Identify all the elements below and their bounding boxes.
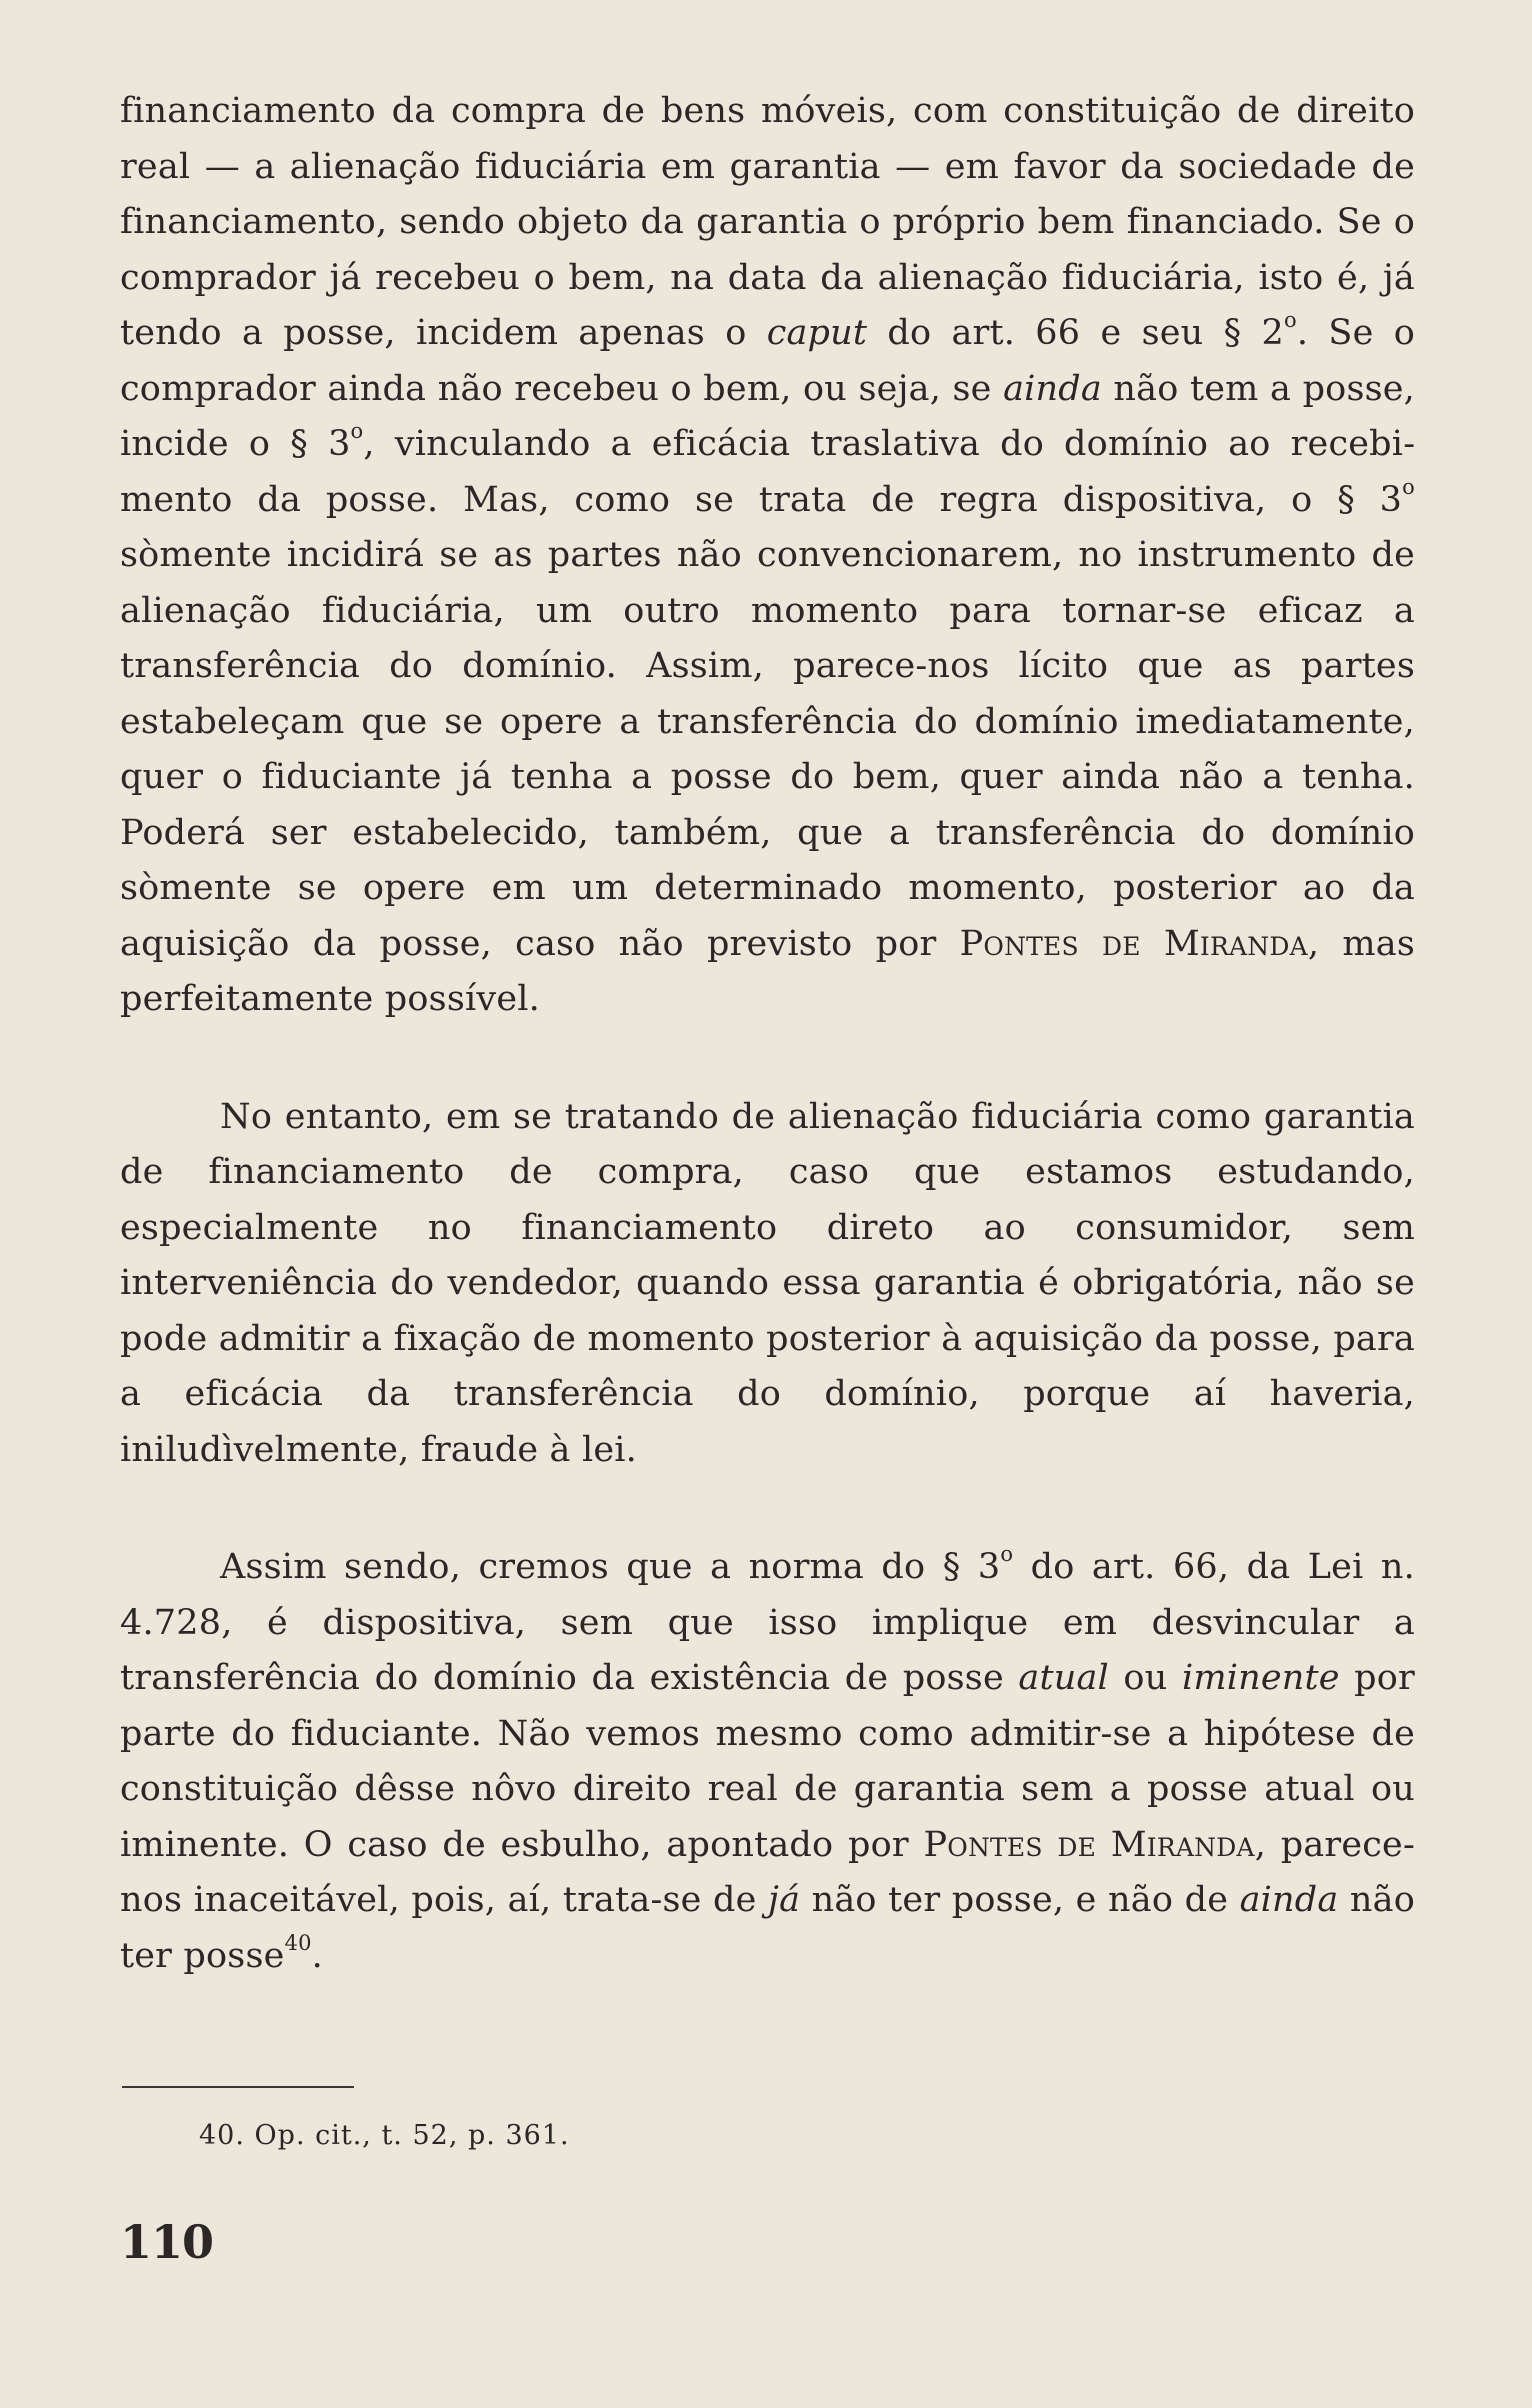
emphasis-ainda: ainda	[1003, 368, 1102, 409]
page-number: 110	[120, 2215, 214, 2269]
author-name: Pontes de Miranda	[959, 923, 1308, 964]
paragraph-3: Assim sendo, cremos que a norma do § 3$^o$ do art. 66, da Lei n. 4.728, é dispositiva, sem que isso implique em desvincular a transferência do domínio da existência de posse atual ou iminente por parte do fiduciante. Não vemos mesmo como admitir-se a hipótese de constituição dêsse nôvo direito real de garantia sem a posse atual ou iminente. O caso de esbulho, apontado por Pontes de Miranda, parece-nos inaceitável, pois, aí, trata-se de já não ter posse, e não de ainda não ter posse$^{40}$.	[120, 1542, 1416, 1976]
latin-term-caput: caput	[766, 313, 868, 353]
page-body	[120, 84, 1415, 1984]
emphasis-ainda: ainda	[1239, 1880, 1339, 1920]
ordinal-marker: o	[350, 419, 364, 444]
emphasis-ja: já	[768, 1880, 801, 1920]
ordinal-marker: o	[1284, 308, 1297, 333]
ordinal-marker: o	[1000, 1542, 1014, 1567]
emphasis-iminente: iminente	[1181, 1658, 1340, 1698]
author-name: Pontes de Miranda	[923, 1824, 1255, 1865]
paragraph-1: financiamento da compra de bens móveis, com constituição de direito real — a alienação fiduciária em garantia — em favor da sociedade de financiamento, sendo objeto da garantia o próprio bem financiado. Se o comprador já recebeu o bem, na data da alienação fiduciária, isto é, já tendo a posse, incidem apenas o caput do art. 66 e seu § 2$^o$. Se o comprador ainda não recebeu o bem, ou seja, se ainda não tem a posse, incide o § 3$^o$, vinculando a eficácia traslativa do domínio ao recebimento da posse. Mas, como se trata de regra dispositiva, o § 3$^o$ sòmente incidirá se as partes não convencionarem, no instrumento de alienação fiduciária, um outro momento para tornar-se eficaz a transferência do domínio. Assim, parece-nos lícito que as partes estabeleçam que se opere a transferência do domínio imediatamente, quer o fiduciante já tenha a posse do bem, quer ainda não a tenha. Poderá ser estabelecido, também, que a transferência do domínio sòmente se opere em um determinado momento, posterior ao da aquisição da posse, caso não previsto por Pontes de Miranda, mas perfeitamente possível.	[120, 91, 1416, 1019]
footnote-reference: 40	[284, 1930, 312, 1955]
emphasis-atual: atual	[1018, 1658, 1109, 1698]
footnote-divider	[122, 2086, 354, 2088]
ordinal-marker: o	[1402, 474, 1415, 499]
footnote-40: 40. Op. cit., t. 52, p. 361.	[199, 2120, 570, 2151]
paragraph-2: No entanto, em se tratando de alienação fiduciária como garantia de financiamento de compra, caso que estamos estudando, especialmente no financiamento direto ao consumidor, sem interveniência do vendedor, quando essa garantia é obrigatória, não se pode admitir a fixação de momento posterior à aquisição da posse, para a eficácia da transferência do domínio, porque aí haveria, iniludìvelmente, fraude à lei.	[120, 1096, 1415, 1470]
